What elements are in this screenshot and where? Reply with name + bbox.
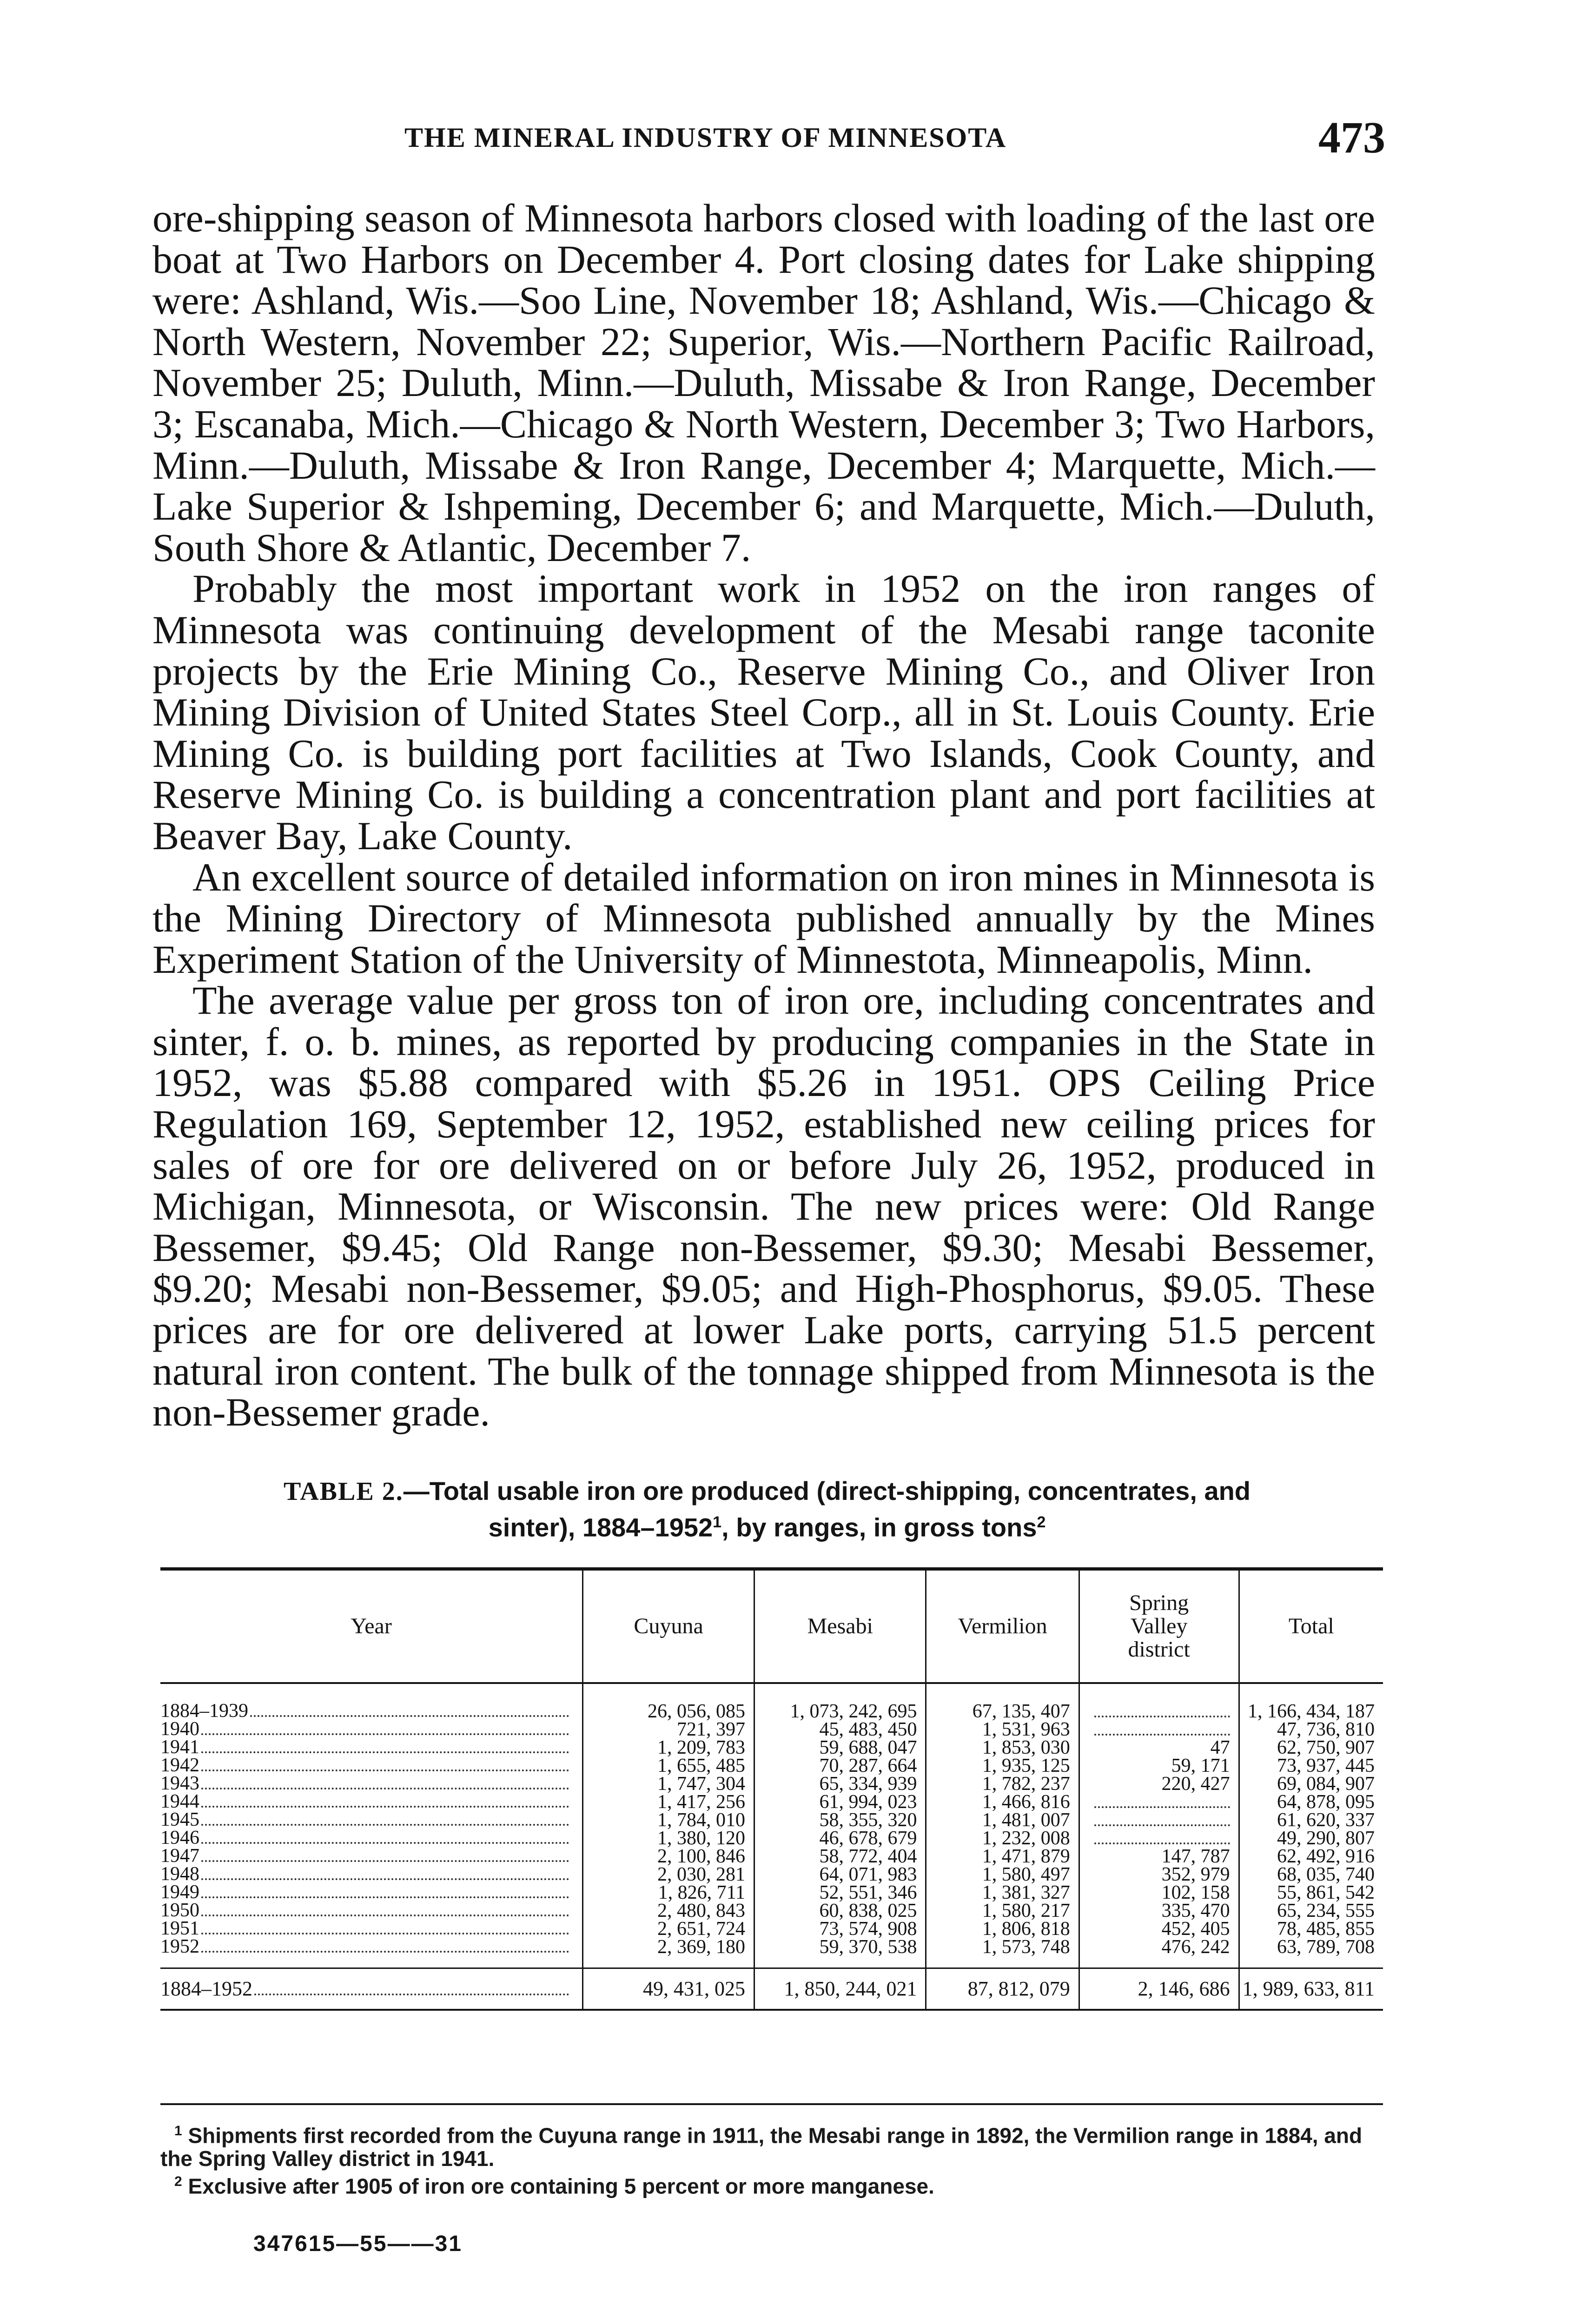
cuyuna-cell: 1, 209, 783 bbox=[583, 1739, 754, 1757]
spring-cell: 352, 979 bbox=[1079, 1866, 1239, 1884]
running-header-title: THE MINERAL INDUSTRY OF MINNESOTA bbox=[404, 122, 1007, 153]
cuyuna-cell: 2, 651, 724 bbox=[583, 1920, 754, 1938]
table-header-row bbox=[160, 1569, 1383, 1684]
total-cell: 78, 485, 855 bbox=[1239, 1920, 1383, 1938]
total-spring-cell: 2, 146, 686 bbox=[1079, 1968, 1239, 2010]
page-number: 473 bbox=[1318, 112, 1385, 162]
mesabi-cell: 59, 370, 538 bbox=[754, 1938, 926, 1968]
year-cell: 1942 bbox=[160, 1757, 583, 1775]
cuyuna-cell: 1, 784, 010 bbox=[583, 1811, 754, 1829]
table-caption-text: sinter), 1884–1952 bbox=[488, 1512, 713, 1542]
year-cell: 1946 bbox=[160, 1829, 583, 1848]
vermilion-cell: 1, 466, 816 bbox=[926, 1793, 1079, 1811]
spring-cell bbox=[1079, 1793, 1239, 1811]
spring-cell: 476, 242 bbox=[1079, 1938, 1239, 1968]
cuyuna-cell: 2, 480, 843 bbox=[583, 1902, 754, 1920]
table-row bbox=[160, 1902, 1383, 1920]
total-cell: 68, 035, 740 bbox=[1239, 1866, 1383, 1884]
running-header bbox=[404, 112, 1385, 162]
mesabi-cell: 1, 073, 242, 695 bbox=[754, 1683, 926, 1721]
paragraph: An excellent source of detailed information on iron mines in Minnesota is the Mining Directory of Minnesota published annually by the Mines Experiment Station of the University of Minnestota, Minneapolis, Minn. bbox=[152, 854, 1375, 982]
cuyuna-cell: 2, 100, 846 bbox=[583, 1848, 754, 1866]
vermilion-cell: 1, 580, 497 bbox=[926, 1866, 1079, 1884]
mesabi-cell: 58, 772, 404 bbox=[754, 1848, 926, 1866]
year-cell: 1949 bbox=[160, 1884, 583, 1902]
footnotes bbox=[160, 2119, 1383, 2198]
spring-cell: 147, 787 bbox=[1079, 1848, 1239, 1866]
year-cell: 1943 bbox=[160, 1775, 583, 1793]
cuyuna-cell: 2, 030, 281 bbox=[583, 1866, 754, 1884]
body-text bbox=[152, 198, 1375, 1433]
total-cell: 47, 736, 810 bbox=[1239, 1721, 1383, 1739]
mesabi-cell: 60, 838, 025 bbox=[754, 1902, 926, 1920]
paragraph: The average value per gross ton of iron ore, including concentrates and sinter, f. o. b. mines, as reported by producing companies in the State in 1952, was $5.88 compared with $5.26 in 1951. OPS Ceiling Price Regulation 169, September 12, 1952, established new ceiling prices for sales of ore for ore delivered on or before July 26, 1952, produced in Michigan, Minnesota, or Wisconsin. The new prices were: Old Range Bessemer, $9.45; Old Range non-Bessemer, $9.30; Mesabi Bessemer, $9.20; Mesabi non-Bessemer, $9.05; and High-Phosphorus, $9.05. These prices are for ore delivered at lower Lake ports, carrying 51.5 percent natural iron content. The bulk of the tonnage shipped from Minnesota is the non-Bessemer grade. bbox=[152, 978, 1375, 1435]
total-cell: 65, 234, 555 bbox=[1239, 1902, 1383, 1920]
vermilion-cell: 1, 573, 748 bbox=[926, 1938, 1079, 1968]
table-caption-text: —Total usable iron ore produced (direct-shipping, concentrates, and bbox=[403, 1476, 1251, 1505]
mesabi-cell: 58, 355, 320 bbox=[754, 1811, 926, 1829]
table-row bbox=[160, 1938, 1383, 1968]
table-row bbox=[160, 1866, 1383, 1884]
year-cell: 1884–1939 bbox=[160, 1683, 583, 1721]
year-cell: 1941 bbox=[160, 1739, 583, 1757]
footnote-marker: 1 bbox=[713, 1513, 722, 1531]
total-cell: 49, 290, 807 bbox=[1239, 1829, 1383, 1848]
col-header-mesabi: Mesabi bbox=[754, 1569, 926, 1684]
mesabi-cell: 64, 071, 983 bbox=[754, 1866, 926, 1884]
table-row bbox=[160, 1829, 1383, 1848]
table-row bbox=[160, 1775, 1383, 1793]
total-cell: 62, 750, 907 bbox=[1239, 1739, 1383, 1757]
spring-cell bbox=[1079, 1829, 1239, 1848]
total-cuyuna-cell: 49, 431, 025 bbox=[583, 1968, 754, 2010]
cuyuna-cell: 721, 397 bbox=[583, 1721, 754, 1739]
year-cell: 1945 bbox=[160, 1811, 583, 1829]
vermilion-cell: 1, 806, 818 bbox=[926, 1920, 1079, 1938]
total-cell: 63, 789, 708 bbox=[1239, 1938, 1383, 1968]
table-total-row bbox=[160, 1968, 1383, 2010]
paragraph: Probably the most important work in 1952 on the iron ranges of Minnesota was continuing development of the Mesabi range taconite projects by the Erie Mining Co., Reserve Mining Co., and Oliver Iron Mining Division of United States Steel Corp., all in St. Louis County. Erie Mining Co. is building port facilities at Two Islands, Cook County, and Reserve Mining Co. is building a concentration plant and port facilities at Beaver Bay, Lake County. bbox=[152, 566, 1375, 858]
table-row bbox=[160, 1721, 1383, 1739]
total-cell: 64, 878, 095 bbox=[1239, 1793, 1383, 1811]
table-caption-label: TABLE 2. bbox=[284, 1477, 404, 1506]
mesabi-cell: 46, 678, 679 bbox=[754, 1829, 926, 1848]
table-row bbox=[160, 1920, 1383, 1938]
total-cell: 61, 620, 337 bbox=[1239, 1811, 1383, 1829]
table-row bbox=[160, 1884, 1383, 1902]
footnote: $^1$ Shipments first recorded from the Cuyuna range in 1911, the Mesabi range in 1892, the Vermilion range in 1884, and the Spring Valley district in 1941. bbox=[160, 2123, 1363, 2171]
vermilion-cell: 1, 481, 007 bbox=[926, 1811, 1079, 1829]
total-vermilion-cell: 87, 812, 079 bbox=[926, 1968, 1079, 2010]
cuyuna-cell: 1, 655, 485 bbox=[583, 1757, 754, 1775]
spring-cell bbox=[1079, 1721, 1239, 1739]
total-cell: 55, 861, 542 bbox=[1239, 1884, 1383, 1902]
print-code: 347615—55——31 bbox=[253, 2232, 463, 2256]
vermilion-cell: 1, 381, 327 bbox=[926, 1884, 1079, 1902]
spring-cell: 102, 158 bbox=[1079, 1884, 1239, 1902]
iron-ore-table bbox=[160, 1567, 1383, 2011]
total-year-cell: 1884–1952 bbox=[160, 1968, 583, 2010]
table-row bbox=[160, 1739, 1383, 1757]
table-row bbox=[160, 1683, 1383, 1721]
total-cell: 62, 492, 916 bbox=[1239, 1848, 1383, 1866]
col-header-total: Total bbox=[1239, 1569, 1383, 1684]
year-cell: 1944 bbox=[160, 1793, 583, 1811]
mesabi-cell: 61, 994, 023 bbox=[754, 1793, 926, 1811]
vermilion-cell: 1, 782, 237 bbox=[926, 1775, 1079, 1793]
col-header-spring-valley: Spring Valley district bbox=[1079, 1569, 1239, 1684]
vermilion-cell: 1, 232, 008 bbox=[926, 1829, 1079, 1848]
year-cell: 1951 bbox=[160, 1920, 583, 1938]
year-cell: 1947 bbox=[160, 1848, 583, 1866]
mesabi-cell: 70, 287, 664 bbox=[754, 1757, 926, 1775]
vermilion-cell: 1, 853, 030 bbox=[926, 1739, 1079, 1757]
vermilion-cell: 1, 580, 217 bbox=[926, 1902, 1079, 1920]
total-total-cell: 1, 989, 633, 811 bbox=[1239, 1968, 1383, 2010]
paragraph: ore-shipping season of Minnesota harbors closed with loading of the last ore boat at Two Harbors on December 4. Port closing dates for Lake shipping were: Ashland, Wis.—Soo Line, November 18; Ashland, Wis.—Chicago & North Western, November 22; Superior, Wis.—Northern Pacific Railroad, November 25; Duluth, Minn.—Duluth, Missabe & Iron Range, December 3; Escanaba, Mich.—Chicago & North Western, December 3; Two Harbors, Minn.—Duluth, Missabe & Iron Range, December 4; Marquette, Mich.—Lake Superior & Ishpeming, December 6; and Marquette, Mich.—Duluth, South Shore & Atlantic, December 7. bbox=[152, 196, 1375, 570]
footnote-divider bbox=[160, 2103, 1383, 2105]
spring-cell bbox=[1079, 1683, 1239, 1721]
total-cell: 69, 084, 907 bbox=[1239, 1775, 1383, 1793]
vermilion-cell: 67, 135, 407 bbox=[926, 1683, 1079, 1721]
table-row bbox=[160, 1793, 1383, 1811]
year-cell: 1940 bbox=[160, 1721, 583, 1739]
table-row bbox=[160, 1757, 1383, 1775]
table-caption bbox=[158, 1476, 1376, 1543]
cuyuna-cell: 1, 747, 304 bbox=[583, 1775, 754, 1793]
table-row bbox=[160, 1811, 1383, 1829]
year-cell: 1948 bbox=[160, 1866, 583, 1884]
total-mesabi-cell: 1, 850, 244, 021 bbox=[754, 1968, 926, 2010]
spring-cell: 47 bbox=[1079, 1739, 1239, 1757]
spring-cell: 220, 427 bbox=[1079, 1775, 1239, 1793]
col-header-cuyuna: Cuyuna bbox=[583, 1569, 754, 1684]
table-caption-text: , by ranges, in gross tons bbox=[721, 1512, 1037, 1542]
vermilion-cell: 1, 471, 879 bbox=[926, 1848, 1079, 1866]
cuyuna-cell: 26, 056, 085 bbox=[583, 1683, 754, 1721]
spring-cell: 335, 470 bbox=[1079, 1902, 1239, 1920]
mesabi-cell: 45, 483, 450 bbox=[754, 1721, 926, 1739]
year-cell: 1952 bbox=[160, 1938, 583, 1968]
total-cell: 73, 937, 445 bbox=[1239, 1757, 1383, 1775]
total-cell: 1, 166, 434, 187 bbox=[1239, 1683, 1383, 1721]
spring-cell: 452, 405 bbox=[1079, 1920, 1239, 1938]
spring-cell bbox=[1079, 1811, 1239, 1829]
cuyuna-cell: 1, 417, 256 bbox=[583, 1793, 754, 1811]
mesabi-cell: 59, 688, 047 bbox=[754, 1739, 926, 1757]
spring-cell: 59, 171 bbox=[1079, 1757, 1239, 1775]
col-header-year: Year bbox=[160, 1569, 583, 1684]
footnote-marker: 2 bbox=[1037, 1513, 1046, 1531]
cuyuna-cell: 1, 380, 120 bbox=[583, 1829, 754, 1848]
mesabi-cell: 73, 574, 908 bbox=[754, 1920, 926, 1938]
vermilion-cell: 1, 531, 963 bbox=[926, 1721, 1079, 1739]
mesabi-cell: 52, 551, 346 bbox=[754, 1884, 926, 1902]
cuyuna-cell: 1, 826, 711 bbox=[583, 1884, 754, 1902]
mesabi-cell: 65, 334, 939 bbox=[754, 1775, 926, 1793]
cuyuna-cell: 2, 369, 180 bbox=[583, 1938, 754, 1968]
table-row bbox=[160, 1848, 1383, 1866]
col-header-vermilion: Vermilion bbox=[926, 1569, 1079, 1684]
year-cell: 1950 bbox=[160, 1902, 583, 1920]
footnote: $^2$ Exclusive after 1905 of iron ore containing 5 percent or more manganese. bbox=[174, 2174, 934, 2199]
vermilion-cell: 1, 935, 125 bbox=[926, 1757, 1079, 1775]
